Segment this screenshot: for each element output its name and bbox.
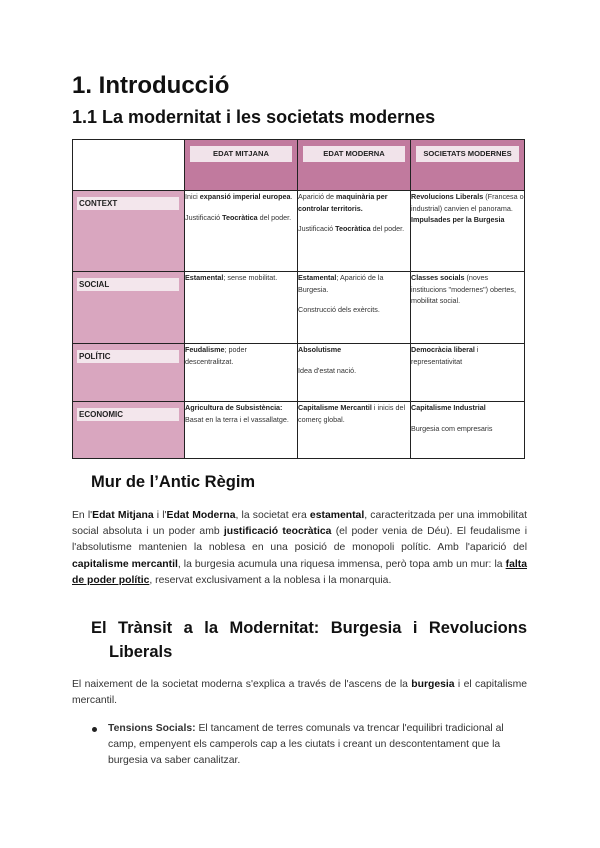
text-run: Basat en la terra i el vassallatge. <box>185 414 289 424</box>
cell-paragraph <box>185 212 297 224</box>
text-run: del poder. <box>370 224 405 233</box>
row-label: SOCIAL <box>77 278 179 291</box>
header-label: SOCIETATS MODERNES <box>416 146 519 162</box>
table-corner-cell <box>73 140 185 191</box>
bold-text: Teocràtica <box>222 212 258 222</box>
row-label-cell <box>73 272 185 344</box>
bold-text: Tensions Socials: <box>108 723 196 734</box>
table-header-cell <box>298 140 411 191</box>
text-run: i inicis del comerç global. <box>298 403 406 424</box>
text-run: Construcció dels exèrcits. <box>298 305 380 314</box>
text-run: Aparició de <box>298 192 336 201</box>
cell-paragraph <box>298 304 410 316</box>
bold-text: Absolutisme <box>298 345 342 354</box>
bullet-icon <box>92 727 97 732</box>
cell-paragraph <box>185 272 297 284</box>
bold-text: Revolucions Liberals <box>411 192 484 201</box>
cell-paragraph <box>298 402 410 425</box>
bold-text: capitalisme mercantil <box>72 558 178 570</box>
text-run: (noves institucions "modernes") obertes, mobilitat social. <box>411 273 516 305</box>
cell-paragraph <box>185 344 297 367</box>
bold-text: maquinària per controlar territoris. <box>298 192 388 213</box>
bold-text: Impulsades per la Burgesia <box>411 215 505 224</box>
cell-paragraph <box>298 191 410 214</box>
table-cell <box>411 191 525 272</box>
text-run: ; Aparició de la Burgesia. <box>298 273 384 294</box>
row-label-cell <box>73 191 185 272</box>
cell-paragraph <box>411 423 524 435</box>
table-row <box>73 272 525 344</box>
cell-paragraph <box>298 344 410 356</box>
text-run: (el poder venia de Déu). El feudalisme i l'absolutisme mantenien la noblesa en una posició de monopoli polític. Amb l'aparició del <box>72 526 527 554</box>
bold-text: Capitalisme Mercantil <box>298 403 372 412</box>
table-row <box>73 191 525 272</box>
cell-paragraph <box>411 191 524 226</box>
page-title: 1. Introducció <box>72 72 230 99</box>
list-item <box>108 721 528 770</box>
bold-text: Edat Mitjana <box>92 510 154 521</box>
bold-text: Estamental <box>185 273 224 282</box>
table-header-cell <box>411 140 525 191</box>
cell-paragraph <box>411 272 524 307</box>
table-cell <box>185 344 298 402</box>
table-cell <box>185 272 298 344</box>
table-cell <box>298 344 411 402</box>
table-row <box>73 402 525 459</box>
table-cell <box>411 402 525 459</box>
table-cell <box>298 272 411 344</box>
bold-text: Democràcia liberal <box>411 345 475 354</box>
text-run: , reservat exclusivament a la noblesa i la monarquia. <box>149 574 392 586</box>
text-run: , caracteritzada per una immobilitat social absoluta i un poder amb <box>72 510 527 538</box>
row-label: ECONOMIC <box>77 408 179 421</box>
text-run: Burgesia com empresaris <box>411 423 493 433</box>
text-run: El naixement de la societat moderna s'explica a través de l'ascens de la <box>72 679 412 690</box>
text-run: (Francesa o industrial) canvien el panorama. <box>411 192 524 213</box>
bold-text: Capitalisme Industrial <box>411 403 486 412</box>
bold-text: justificació teocràtica <box>223 526 332 538</box>
text-run: Justificació <box>185 212 223 222</box>
table-header-cell <box>185 140 298 191</box>
row-label: POLÍTIC <box>77 350 179 363</box>
bold-text: Feudalisme <box>185 345 225 354</box>
text-run: , la burgesia acumula una riquesa immensa, però topa amb un mur: la <box>177 558 506 570</box>
bold-text: Agricultura de Subsistència: <box>185 403 283 412</box>
text-run: El tancament de terres comunals va trencar l'equilibri tradicional al camp, empenyent els camperols cap a les ciutats i creant un descontentament que la burgesia va saber canalitzar. <box>108 723 504 767</box>
cell-paragraph <box>411 344 524 367</box>
cell-paragraph <box>185 402 297 425</box>
comparison-table <box>72 139 525 459</box>
text-run: ; sense mobilitat. <box>223 273 278 282</box>
bold-text: expansió imperial europea <box>199 192 291 201</box>
bold-text: burgesia <box>411 679 455 690</box>
cell-paragraph <box>298 365 410 377</box>
heading-line: Liberals <box>109 643 173 661</box>
text-run: i l' <box>153 510 167 521</box>
heading-line: El Trànsit a la Modernitat: Burgesia i Revolucions <box>91 619 527 637</box>
text-run: Idea d'estat nació. <box>298 365 357 375</box>
bold-text: Estamental <box>298 273 337 282</box>
row-label-cell <box>73 344 185 402</box>
text-run: del poder. <box>257 212 292 222</box>
section-paragraph-transit <box>72 677 527 709</box>
section-paragraph-antic-regim <box>72 508 527 589</box>
table-cell <box>185 191 298 272</box>
text-run: Inici <box>185 192 200 201</box>
table-cell <box>185 402 298 459</box>
table-row <box>73 344 525 402</box>
cell-paragraph <box>185 191 297 203</box>
table-cell <box>411 344 525 402</box>
row-label: CONTEXT <box>77 197 179 210</box>
cell-paragraph <box>411 402 524 414</box>
row-label-cell <box>73 402 185 459</box>
bold-text: Classes socials <box>411 273 465 282</box>
cell-paragraph <box>298 223 410 235</box>
bold-text: Teocràtica <box>335 224 371 233</box>
text-run: i el capitalisme mercantil. <box>72 679 528 707</box>
header-label: EDAT MITJANA <box>190 146 292 162</box>
bullet-list <box>91 721 528 770</box>
cell-paragraph <box>298 272 410 295</box>
table-cell <box>298 402 411 459</box>
table-cell <box>411 272 525 344</box>
text-run: En l' <box>72 510 93 521</box>
section-heading-transit <box>91 616 527 664</box>
section-heading-antic-regim: Mur de l’Antic Règim <box>91 473 256 491</box>
underlined-text: falta de poder polític <box>72 558 527 586</box>
bold-text: estamental <box>309 510 365 521</box>
text-run: ; poder descentralitzat. <box>185 345 247 366</box>
text-run: i representativitat <box>411 345 479 366</box>
text-run: Justificació <box>298 224 336 233</box>
bold-text: Edat Moderna <box>166 510 236 521</box>
text-run: . <box>290 192 293 201</box>
text-run: , la societat era <box>235 510 310 521</box>
header-label: EDAT MODERNA <box>303 146 405 162</box>
table-cell <box>298 191 411 272</box>
table-header-row <box>73 140 525 191</box>
page-subtitle: 1.1 La modernitat i les societats modernes <box>72 107 436 127</box>
